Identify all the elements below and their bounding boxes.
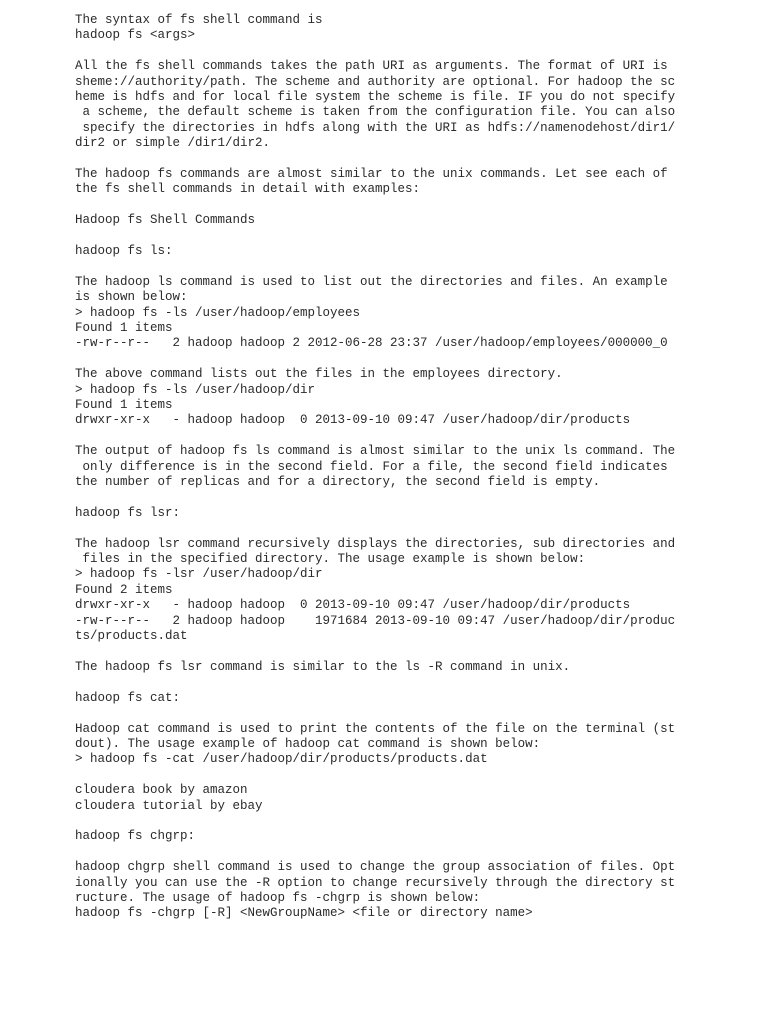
- text-line: hadoop chgrp shell command is used to change the group association of files. Opt: [75, 860, 676, 875]
- text-line: The hadoop fs commands are almost similar to the unix commands. Let see each of: [75, 167, 668, 182]
- text-line: Found 1 items: [75, 398, 173, 413]
- blank-line: [75, 259, 715, 274]
- blank-line: [75, 814, 715, 829]
- text-line: the number of replicas and for a directory, the second field is empty.: [75, 475, 601, 490]
- text-line: Hadoop fs Shell Commands: [75, 213, 256, 228]
- blank-line: [75, 229, 715, 244]
- text-line: is shown below:: [75, 290, 188, 305]
- blank-line: [75, 152, 715, 167]
- text-line: dout). The usage example of hadoop cat command is shown below:: [75, 736, 541, 751]
- text-line: > hadoop fs -cat /user/hadoop/dir/products/products.dat: [75, 752, 488, 767]
- text-line: cloudera book by amazon: [75, 783, 248, 798]
- text-line: ionally you can use the -R option to change recursively through the directory st: [75, 875, 676, 890]
- document-body: [75, 13, 715, 922]
- text-line: hadoop fs chgrp:: [75, 829, 196, 844]
- text-line: hadoop fs ls:: [75, 244, 173, 259]
- text-line: ts/products.dat: [75, 629, 188, 644]
- blank-line: [75, 198, 715, 213]
- text-line: drwxr-xr-x - hadoop hadoop 0 2013-09-10 09:47 /user/hadoop/dir/products: [75, 598, 631, 613]
- blank-line: [75, 44, 715, 59]
- text-line: ructure. The usage of hadoop fs -chgrp is shown below:: [75, 890, 481, 905]
- text-line: only difference is in the second field. For a file, the second field indicates: [75, 459, 668, 474]
- text-line: > hadoop fs -ls /user/hadoop/dir: [75, 382, 316, 397]
- text-line: All the fs shell commands takes the path URI as arguments. The format of URI is: [75, 59, 668, 74]
- text-line: The hadoop ls command is used to list out the directories and files. An example: [75, 274, 668, 289]
- text-line: sheme://authority/path. The scheme and authority are optional. For hadoop the sc: [75, 74, 676, 89]
- text-line: The above command lists out the files in the employees directory.: [75, 367, 563, 382]
- text-line: hadoop fs -chgrp [-R] <NewGroupName> <file or directory name>: [75, 906, 533, 921]
- text-line: Found 2 items: [75, 582, 173, 597]
- text-line: files in the specified directory. The usage example is shown below:: [75, 552, 586, 567]
- text-line: -rw-r--r-- 2 hadoop hadoop 2 2012-06-28 23:37 /user/hadoop/employees/000000_0: [75, 336, 668, 351]
- blank-line: [75, 490, 715, 505]
- blank-line: [75, 768, 715, 783]
- text-line: dir2 or simple /dir1/dir2.: [75, 136, 271, 151]
- text-line: The hadoop fs lsr command is similar to the ls -R command in unix.: [75, 659, 571, 674]
- text-line: the fs shell commands in detail with examples:: [75, 182, 421, 197]
- text-line: specify the directories in hdfs along with the URI as hdfs://namenodehost/dir1/: [75, 120, 676, 135]
- text-line: Found 1 items: [75, 321, 173, 336]
- text-line: -rw-r--r-- 2 hadoop hadoop 1971684 2013-09-10 09:47 /user/hadoop/dir/produc: [75, 613, 676, 628]
- text-line: > hadoop fs -lsr /user/hadoop/dir: [75, 567, 323, 582]
- text-line: The syntax of fs shell command is: [75, 13, 323, 27]
- blank-line: [75, 429, 715, 444]
- blank-line: [75, 352, 715, 367]
- text-line: hadoop fs <args>: [75, 28, 196, 43]
- text-line: drwxr-xr-x - hadoop hadoop 0 2013-09-10 09:47 /user/hadoop/dir/products: [75, 413, 631, 428]
- text-line: The hadoop lsr command recursively displays the directories, sub directories and: [75, 536, 676, 551]
- blank-line: [75, 521, 715, 536]
- text-line: The output of hadoop fs ls command is almost similar to the unix ls command. The: [75, 444, 676, 459]
- blank-line: [75, 706, 715, 721]
- text-line: cloudera tutorial by ebay: [75, 798, 263, 813]
- blank-line: [75, 645, 715, 660]
- text-line: a scheme, the default scheme is taken from the configuration file. You can also: [75, 105, 676, 120]
- text-line: Hadoop cat command is used to print the contents of the file on the terminal (st: [75, 721, 676, 736]
- blank-line: [75, 845, 715, 860]
- blank-line: [75, 675, 715, 690]
- text-line: hadoop fs cat:: [75, 690, 181, 705]
- text-line: hadoop fs lsr:: [75, 505, 181, 520]
- text-line: > hadoop fs -ls /user/hadoop/employees: [75, 305, 361, 320]
- text-line: heme is hdfs and for local file system the scheme is file. IF you do not specify: [75, 90, 676, 105]
